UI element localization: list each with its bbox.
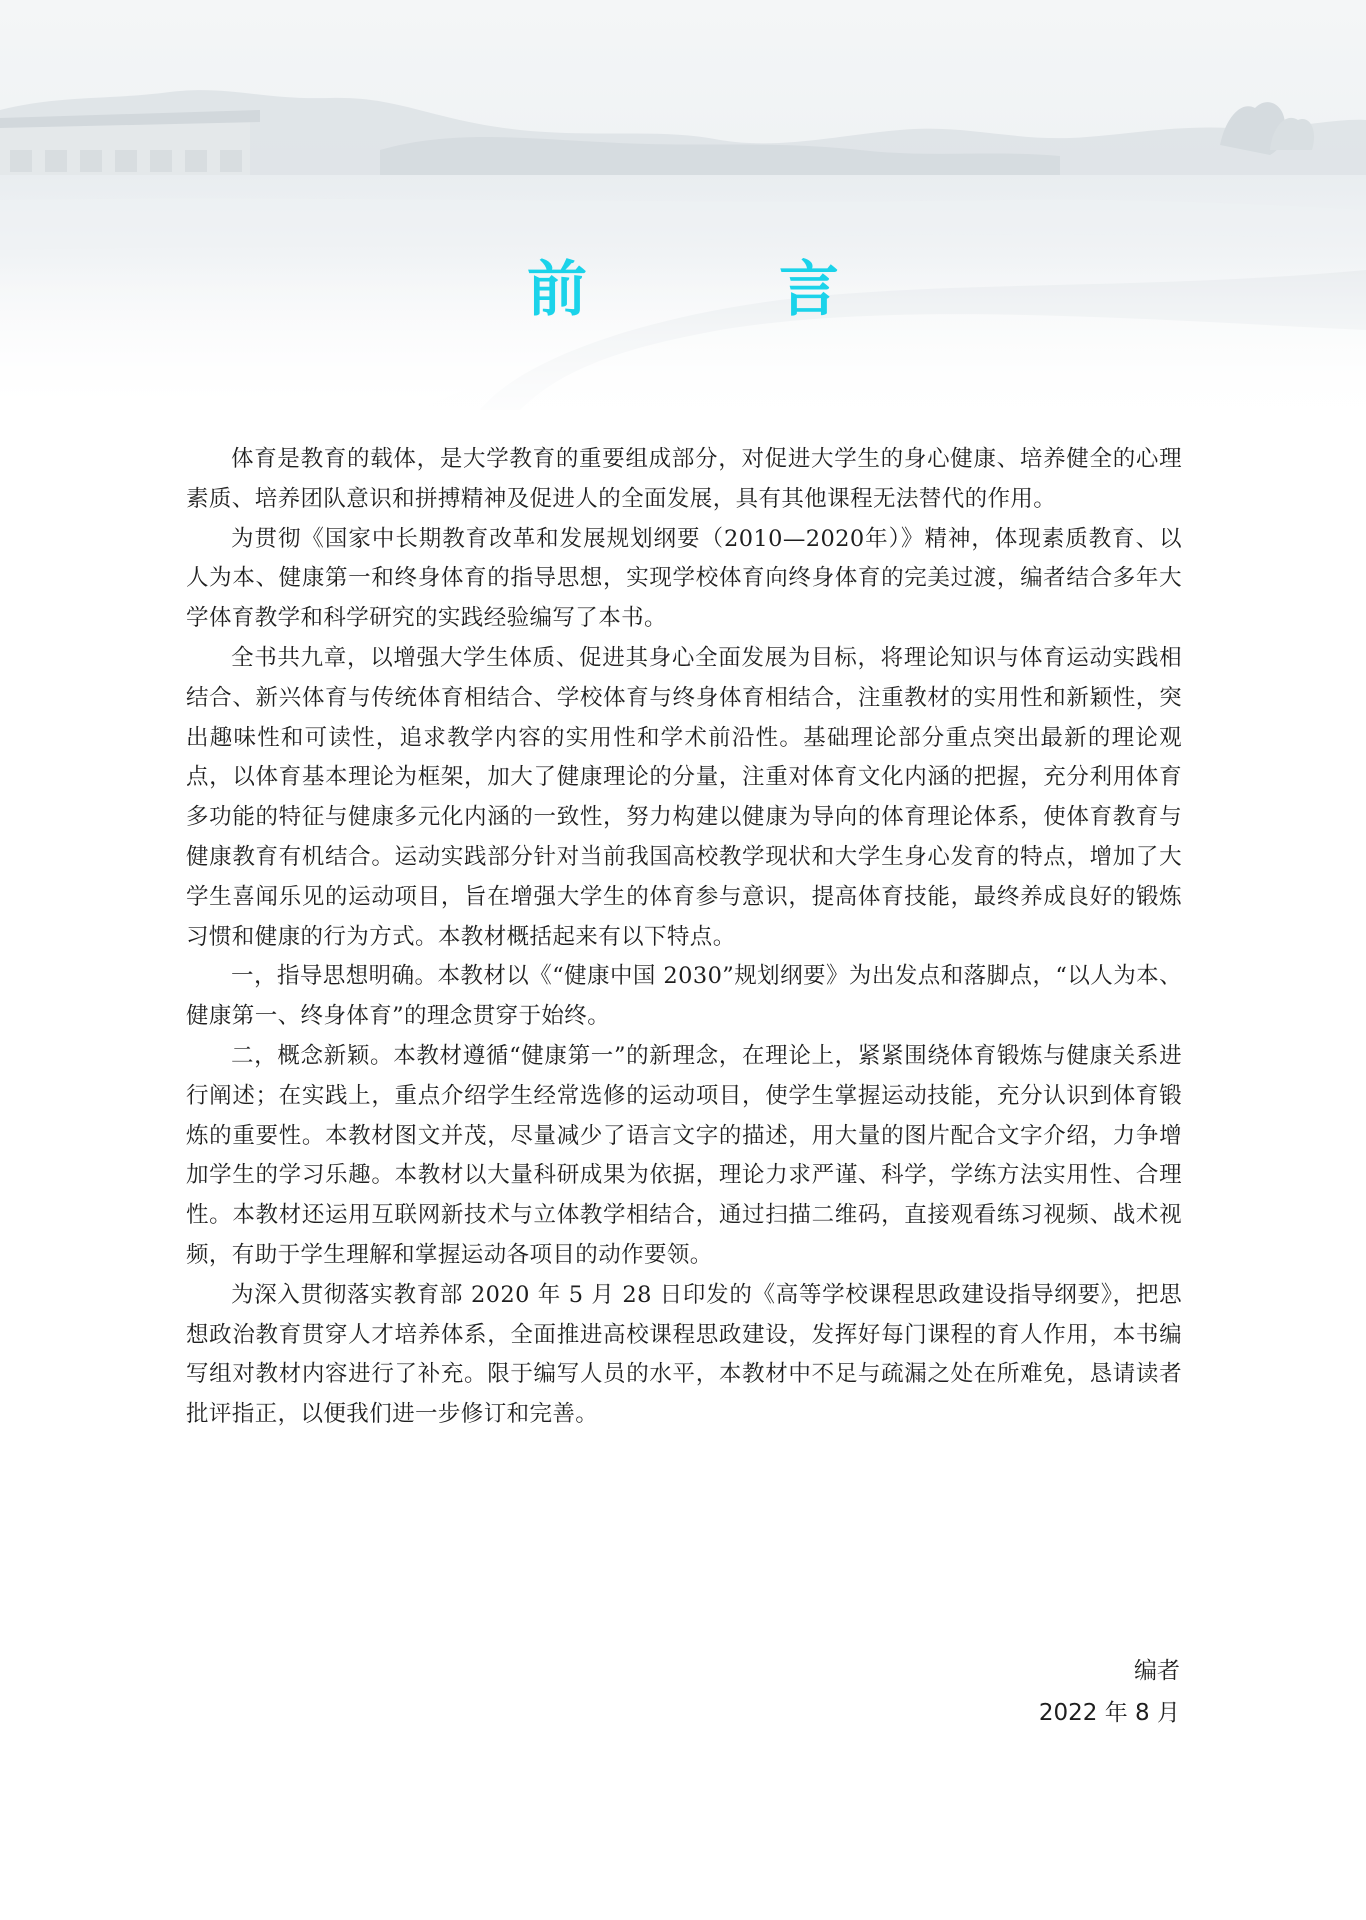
paragraph: 一，指导思想明确。本教材以《“健康中国 2030”规划纲要》为出发点和落脚点，“以人为本、健康第一、终身体育”的理念贯穿于始终。: [186, 963, 1182, 1030]
landscape-header-image: [0, 0, 1366, 430]
paragraph: 体育是教育的载体，是大学教育的重要组成部分，对促进大学生的身心健康、培养健全的心理素质、培养团队意识和拼搏精神及促进人的全面发展，具有其他课程无法替代的作用。: [186, 446, 1182, 512]
signature-author: 编者: [1134, 1658, 1180, 1684]
paragraph: 为深入贯彻落实教育部 2020 年 5 月 28 日印发的《高等学校课程思政建设指导纲要》，把思想政治教育贯穿人才培养体系，全面推进高校课程思政建设，发挥好每门课程的育人作用，本书编写组对教材内容进行了补充。限于编写人员的水平，本教材中不足与疏漏之处在所难免，恳请读者批评指正，以便我们进一步修订和完善。: [186, 1281, 1182, 1428]
paragraph: 全书共九章，以增强大学生体质、促进其身心全面发展为目标，将理论知识与体育运动实践相结合、新兴体育与传统体育相结合、学校体育与终身体育相结合，注重教材的实用性和新颖性，突出趣味性和可读性，追求教学内容的实用性和学术前沿性。基础理论部分重点突出最新的理论观点，以体育基本理论为框架，加大了健康理论的分量，注重对体育文化内涵的把握，充分利用体育多功能的特征与健康多元化内涵的一致性，努力构建以健康为导向的体育理论体系，使体育教育与健康教育有机结合。运动实践部分针对当前我国高校教学现状和大学生身心发育的特点，增加了大学生喜闻乐见的运动项目，旨在增强大学生的体育参与意识，提高体育技能，最终养成良好的锻炼习惯和健康的行为方式。本教材概括起来有以下特点。: [186, 644, 1182, 950]
preface-body: [186, 440, 1182, 1435]
paragraph: 二，概念新颖。本教材遵循“健康第一”的新理念，在理论上，紧紧围绕体育锻炼与健康关系进行阐述；在实践上，重点介绍学生经常选修的运动项目，使学生掌握运动技能，充分认识到体育锻炼的重要性。本教材图文并茂，尽量减少了语言文字的描述，用大量的图片配合文字介绍，力争增加学生的学习乐趣。本教材以大量科研成果为依据，理论力求严谨、科学，学练方法实用性、合理性。本教材还运用互联网新技术与立体教学相结合，通过扫描二维码，直接观看练习视频、战术视频，有助于学生理解和掌握运动各项目的动作要领。: [186, 1042, 1182, 1268]
signature-block: [780, 1650, 1180, 1734]
paragraph: 为贯彻《国家中长期教育改革和发展规划纲要（2010—2020年）》精神，体现素质教育、以人为本、健康第一和终身体育的指导思想，实现学校体育向终身体育的完美过渡，编者结合多年大学体育教学和科学研究的实践经验编写了本书。: [186, 525, 1182, 632]
page-title: 前 言: [527, 255, 905, 325]
signature-date: 2022 年 8 月: [1038, 1700, 1180, 1726]
